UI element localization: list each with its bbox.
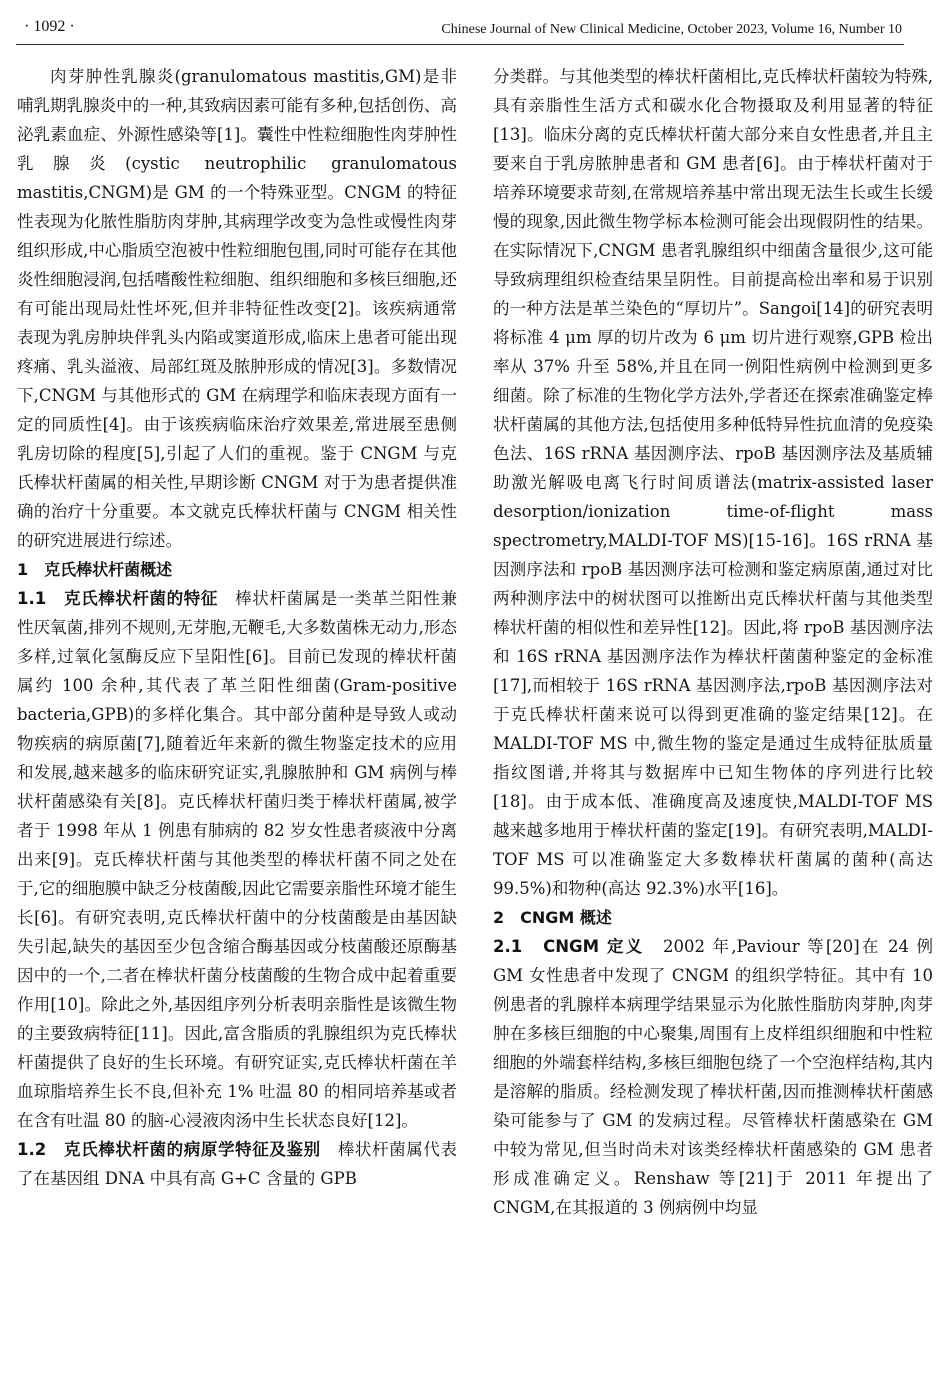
section-2-1-heading: 2.1 CNGM 定义: [493, 937, 645, 956]
section-1-1-paragraph: [17, 584, 457, 1135]
section-2-heading: 2 CNGM 概述: [493, 908, 612, 927]
section-1-2-paragraph: [17, 1135, 457, 1193]
section-2-1-paragraph: [493, 932, 933, 1222]
section-1-1-text: 棒状杆菌属是一类革兰阳性兼性厌氧菌,排列不规则,无芽胞,无鞭毛,大多数菌株无动力,形态多样,过氧化氢酶反应下呈阳性[6]。目前已发现的棒状杆菌属约 100 余种,其代表了革兰阳性细菌(Gram-positive bacteria,GPB)的多样化集合。其中部分菌种是导致人或动物疾病的病原菌[7],随着近年来新的微生物鉴定技术的应用和发展,越来越多的临床研究证实,乳腺脓肿和 GM 病例与棒状杆菌感染有关[8]。克氏棒状杆菌归类于棒状杆菌属,被学者于 1998 年从 1 例患有肺病的 82 岁女性患者痰液中分离出来[9]。克氏棒状杆菌与其他类型的棒状杆菌不同之处在于,它的细胞膜中缺乏分枝菌酸,因此它需要亲脂性环境才能生长[6]。有研究表明,克氏棒状杆菌中的分枝菌酸是由基因缺失引起,缺失的基因至少包含缩合酶基因或分枝菌酸还原酶基因中的一个,二者在棒状杆菌分枝菌酸的生物合成中起着重要作用[10]。除此之外,基因组序列分析表明亲脂性是该微生物的主要致病特征[11]。因此,富含脂质的乳腺组织为克氏棒状杆菌提供了良好的生长环境。有研究证实,克氏棒状杆菌在羊血琼脂培养生长不良,但补充 1% 吐温 80 的相同培养基或者在含有吐温 80 的脑-心浸液肉汤中生长状态良好[12]。: [17, 589, 457, 1130]
journal-citation: Chinese Journal of New Clinical Medicine, October 2023, Volume 16, Number 10: [441, 22, 902, 37]
right-column: [493, 62, 933, 1222]
header-rule: [16, 44, 904, 45]
intro-paragraph: 肉芽肿性乳腺炎(granulomatous mastitis,GM)是非哺乳期乳腺炎中的一种,其致病因素可能有多种,包括创伤、高泌乳素血症、外源性感染等[1]。囊性中性粒细胞性肉芽肿性乳腺炎(cystic neutrophilic granulomatous mastitis,CNGM)是 GM 的一个特殊亚型。CNGM 的特征性表现为化脓性脂肪肉芽肿,其病理学改变为急性或慢性肉芽组织形成,中心脂质空泡被中性粒细胞包围,同时可能存在其他炎性细胞浸润,包括嗜酸性粒细胞、组织细胞和多核巨细胞,还有可能出现局灶性坏死,但并非特征性改变[2]。该疾病通常表现为乳房肿块伴乳头内陷或窦道形成,临床上患者可能出现疼痛、乳头溢液、局部红斑及脓肿形成的情况[3]。多数情况下,CNGM 与其他形式的 GM 在病理学和临床表现方面有一定的同质性[4]。由于该疾病临床治疗效果差,常进展至患侧乳房切除的程度[5],引起了人们的重视。鉴于 CNGM 与克氏棒状杆菌属的相关性,早期诊断 CNGM 对于为患者提供准确的治疗十分重要。本文就克氏棒状杆菌与 CNGM 相关性的研究进展进行综述。: [17, 67, 457, 550]
section-1-2-heading: 1.2 克氏棒状杆菌的病原学特征及鉴别: [17, 1140, 321, 1159]
section-1-2-continued: 分类群。与其他类型的棒状杆菌相比,克氏棒状杆菌较为特殊,具有亲脂性生活方式和碳水化合物摄取及利用显著的特征[13]。临床分离的克氏棒状杆菌大部分来自女性患者,并且主要来自于乳房脓肿患者和 GM 患者[6]。由于棒状杆菌对于培养环境要求苛刻,在常规培养基中常出现无法生长或生长缓慢的现象,因此微生物学标本检测可能会出现假阴性的结果。在实际情况下,CNGM 患者乳腺组织中细菌含量很少,这可能导致病理组织检查结果呈阴性。目前提高检出率和易于识别的一种方法是革兰染色的“厚切片”。Sangoi[14]的研究表明将标准 4 μm 厚的切片改为 6 μm 切片进行观察,GPB 检出率从 37% 升至 58%,并且在同一例阳性病例中检测到更多细菌。除了标准的生物化学方法外,学者还在探索准确鉴定棒状杆菌属的其他方法,包括使用多种低特异性抗血清的免疫染色法、16S rRNA 基因测序法、rpoB 基因测序法及基质辅助激光解吸电离飞行时间质谱法(matrix-assisted laser desorption/ionization time-of-flight mass spectrometry,MALDI-TOF MS)[15-16]。16S rRNA 基因测序法和 rpoB 基因测序法可检测和鉴定病原菌,通过对比两种测序法中的树状图可以推断出克氏棒状杆菌与其他类型棒状杆菌的相似性和差异性[12]。因此,将 rpoB 基因测序法和 16S rRNA 基因测序法作为棒状杆菌菌种鉴定的金标准[17],而相较于 16S rRNA 基因测序法,rpoB 基因测序法对于克氏棒状杆菌来说可以得到更准确的鉴定结果[12]。在 MALDI-TOF MS 中,微生物的鉴定是通过生成特征肽质量指纹图谱,并将其与数据库中已知生物体的序列进行比较[18]。由于成本低、准确度高及速度快,MALDI-TOF MS 越来越多地用于棒状杆菌的鉴定[19]。有研究表明,MALDI-TOF MS 可以准确鉴定大多数棒状杆菌属的菌种(高达 99.5%)和物种(高达 92.3%)水平[16]。: [493, 67, 933, 898]
section-1-2-text: 棒状杆菌属代表了在基因组 DNA 中具有高 G+C 含量的 GPB: [17, 1140, 458, 1188]
page-number: · 1092 ·: [24, 18, 75, 35]
page-header: [0, 0, 950, 50]
left-column: [17, 62, 457, 1193]
section-1-heading: 1 克氏棒状杆菌概述: [17, 560, 173, 579]
section-2-1-text: 2002 年,Paviour 等[20]在 24 例 GM 女性患者中发现了 CNGM 的组织学特征。其中有 10 例患者的乳腺样本病理学结果显示为化脓性脂肪肉芽肿,肉芽肿在多核巨细胞的中心聚集,周围有上皮样组织细胞和中性粒细胞的外端套样结构,多核巨细胞包绕了一个空泡样结构,其内是溶解的脂质。经检测发现了棒状杆菌,因而推测棒状杆菌感染可能参与了 GM 的发病过程。尽管棒状杆菌感染在 GM 中较为常见,但当时尚未对该类经棒状杆菌感染的 GM 患者形成准确定义。Renshaw 等[21]于 2011 年提出了 CNGM,在其报道的 3 例病例中均显: [493, 937, 933, 1217]
section-1-1-heading: 1.1 克氏棒状杆菌的特征: [17, 589, 218, 608]
